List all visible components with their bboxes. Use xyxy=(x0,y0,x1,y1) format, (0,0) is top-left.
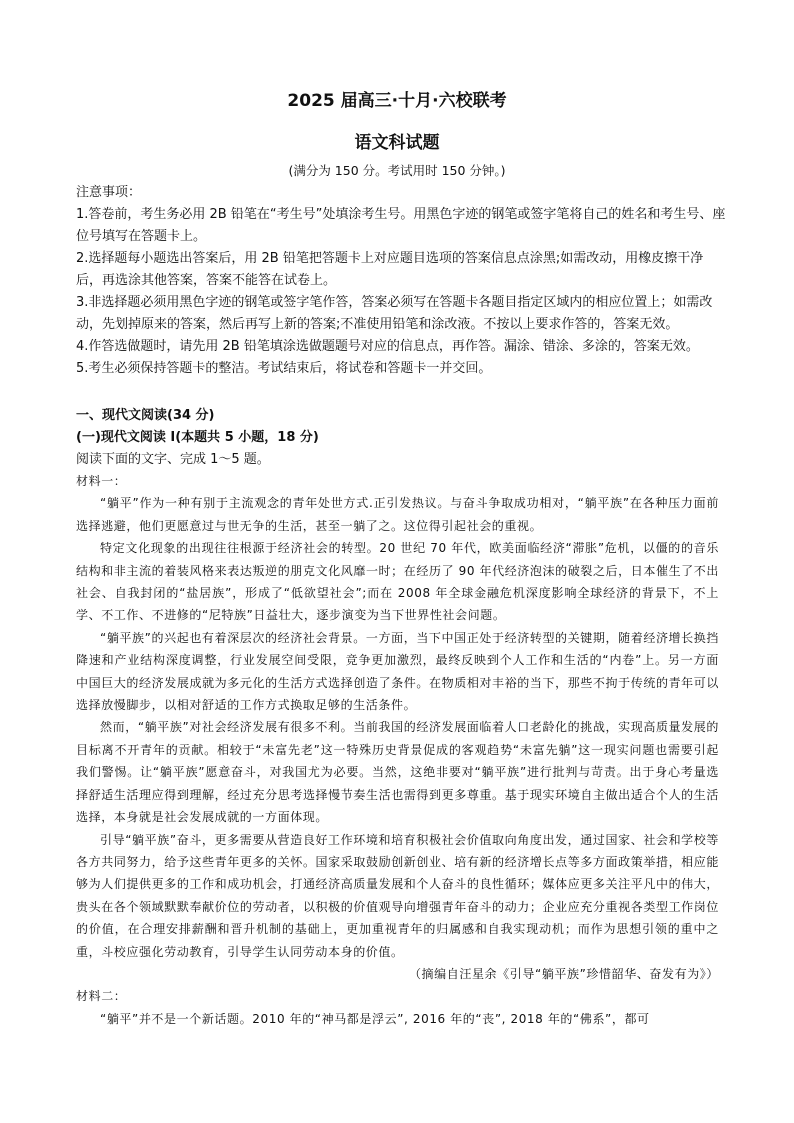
notice-block xyxy=(76,182,726,380)
notice-item-4: 4.作答选做题时，请先用 2B 铅笔填涂选做题题号对应的信息点，再作答。漏涂、错涂、多涂的，答案无效。 xyxy=(76,339,699,354)
section-subtitle: (一)现代文阅读 I(本题共 5 小题，18 分) xyxy=(76,430,319,445)
material1-label: 材料一： xyxy=(76,474,127,488)
material1-paragraph-2: 特定文化现象的出现往往根源于经济社会的转型。20 世纪 70 年代，欧美面临经济“滞胀”危机，以僵的的音乐结构和非主流的着装风格来表达叛逆的朋克文化风靡一时；在经历了 90 年代经济泡沫的破裂之后，日本催生了不出社会、自我封闭的“盐居族”，形成了“低欲望社会”;而在 2008 年全球金融危机深度影响全球经济的背景下，不上学、不工作、不进修的“尼特族”日益壮大，逐步演变为当下世界性社会问题。 xyxy=(76,541,719,623)
section-title: 一、现代文阅读(34 分) xyxy=(76,408,215,423)
subject-title: 语文科试题 xyxy=(354,133,440,153)
notice-heading: 注意事项： xyxy=(76,185,142,200)
material2-label: 材料二： xyxy=(76,989,127,1004)
material2-paragraph-1: “躺平”并不是一个新话题。2010 年的“神马都是浮云”, 2016 年的“丧”, 2018 年的“佛系”，都可 xyxy=(100,1011,650,1026)
material1-paragraph-1: “躺平”作为一种有别于主流观念的青年处世方式.正引发热议。与奋斗争取成功相对，“躺平族”在各种压力面前选择逃避，他们更愿意过与世无争的生活，甚至一躺了之。这位得引起社会的重视。 xyxy=(76,496,719,533)
notice-item-5: 5.考生必须保持答题卡的整洁。考试结束后，将试卷和答题卡一并交回。 xyxy=(76,361,492,376)
notice-item-1: 1.答卷前，考生务必用 2B 铅笔在“考生号”处填涂考生号。用黑色字迹的钢笔或签字笔将自己的姓名和考生号、座位号填写在答题卡上。 xyxy=(76,207,726,244)
notice-item-3: 3.非选择题必须用黑色字迹的钢笔或签字笔作答，答案必须写在答题卡各题目指定区域内的相应位置上；如需改动，先划掉原来的答案，然后再写上新的答案;不准使用铅笔和涂改液。不按以上要求作答的，答案无效。 xyxy=(76,295,713,332)
notice-item-2: 2.选择题每小题选出答案后，用 2B 铅笔把答题卡上对应题目选项的答案信息点涂黑;如需改动，用橡皮擦干净后，再选涂其他答案，答案不能答在试卷上。 xyxy=(76,251,704,288)
exam-title: 2025 届高三·十月·六校联考 xyxy=(287,91,507,111)
section-header xyxy=(76,405,726,471)
reading-passage xyxy=(76,470,719,1030)
material1-paragraph-4: 然而，“躺平族”对社会经济发展有很多不利。当前我国的经济发展面临着人口老龄化的挑战，实现高质量发展的目标离不开青年的贡献。相较于“未富先老”这一特殊历史背景促成的客观趋势“未富先躺”这一现实问题也需要引起我们警惕。让“躺平族”愿意奋斗，对我国尤为必要。当然，这绝非要对“躺平族”进行批判与苛责。出于身心考量选择舒适生活理应得到理解，经过充分思考选择慢节奏生活也需得到更多尊重。基于现实环境自主做出适合个人的生活选择，本身就是社会发展成就的一方面体现。 xyxy=(76,720,719,825)
section-instruction: 阅读下面的文字、完成 1～5 题。 xyxy=(76,452,270,467)
material1-paragraph-3: “躺平族”的兴起也有着深层次的经济社会背景。一方面，当下中国正处于经济转型的关键期，随着经济增长换挡降速和产业结构深度调整，行业发展空间受限，竞争更加激烈，最终反映到个人工作和生活的“内卷”上。另一方面中国巨大的经济发展成就为多元化的生活方式选择创造了条件。在物质相对丰裕的当下，那些不拘于传统的青年可以选择放慢脚步，以相对舒适的工作方式换取足够的生活条件。 xyxy=(76,630,719,713)
material1-paragraph-5: 引导“躺平族”奋斗，更多需要从营造良好工作环境和培育积极社会价值取向角度出发，通过国家、社会和学校等各方共同努力，给予这些青年更多的关怀。国家采取鼓励创新创业、培有新的经济增长点等多方面政策举措，相应能够为人们提供更多的工作和成功机会，打通经济高质量发展和个人奋斗的良性循环；媒体应更多关注平凡中的伟大，贵头在各个领域默默奉献价位的劳动者，以积极的价值观导向增强青年奋斗的动力；企业应充分重视各类型工作岗位的价值，在合理安排薪酬和晋升机制的基础上，更加重视青年的归属感和自我实现动机；而作为思想引领的重中之重，斗校应强化劳动教育，引导学生认同劳动本身的价值。 xyxy=(76,832,719,959)
material1-source: （摘编自汪星余《引导“躺平族”珍惜韶华、奋发有为》） xyxy=(408,966,719,981)
exam-subtitle: (满分为 150 分。考试用时 150 分钟。) xyxy=(288,163,506,178)
